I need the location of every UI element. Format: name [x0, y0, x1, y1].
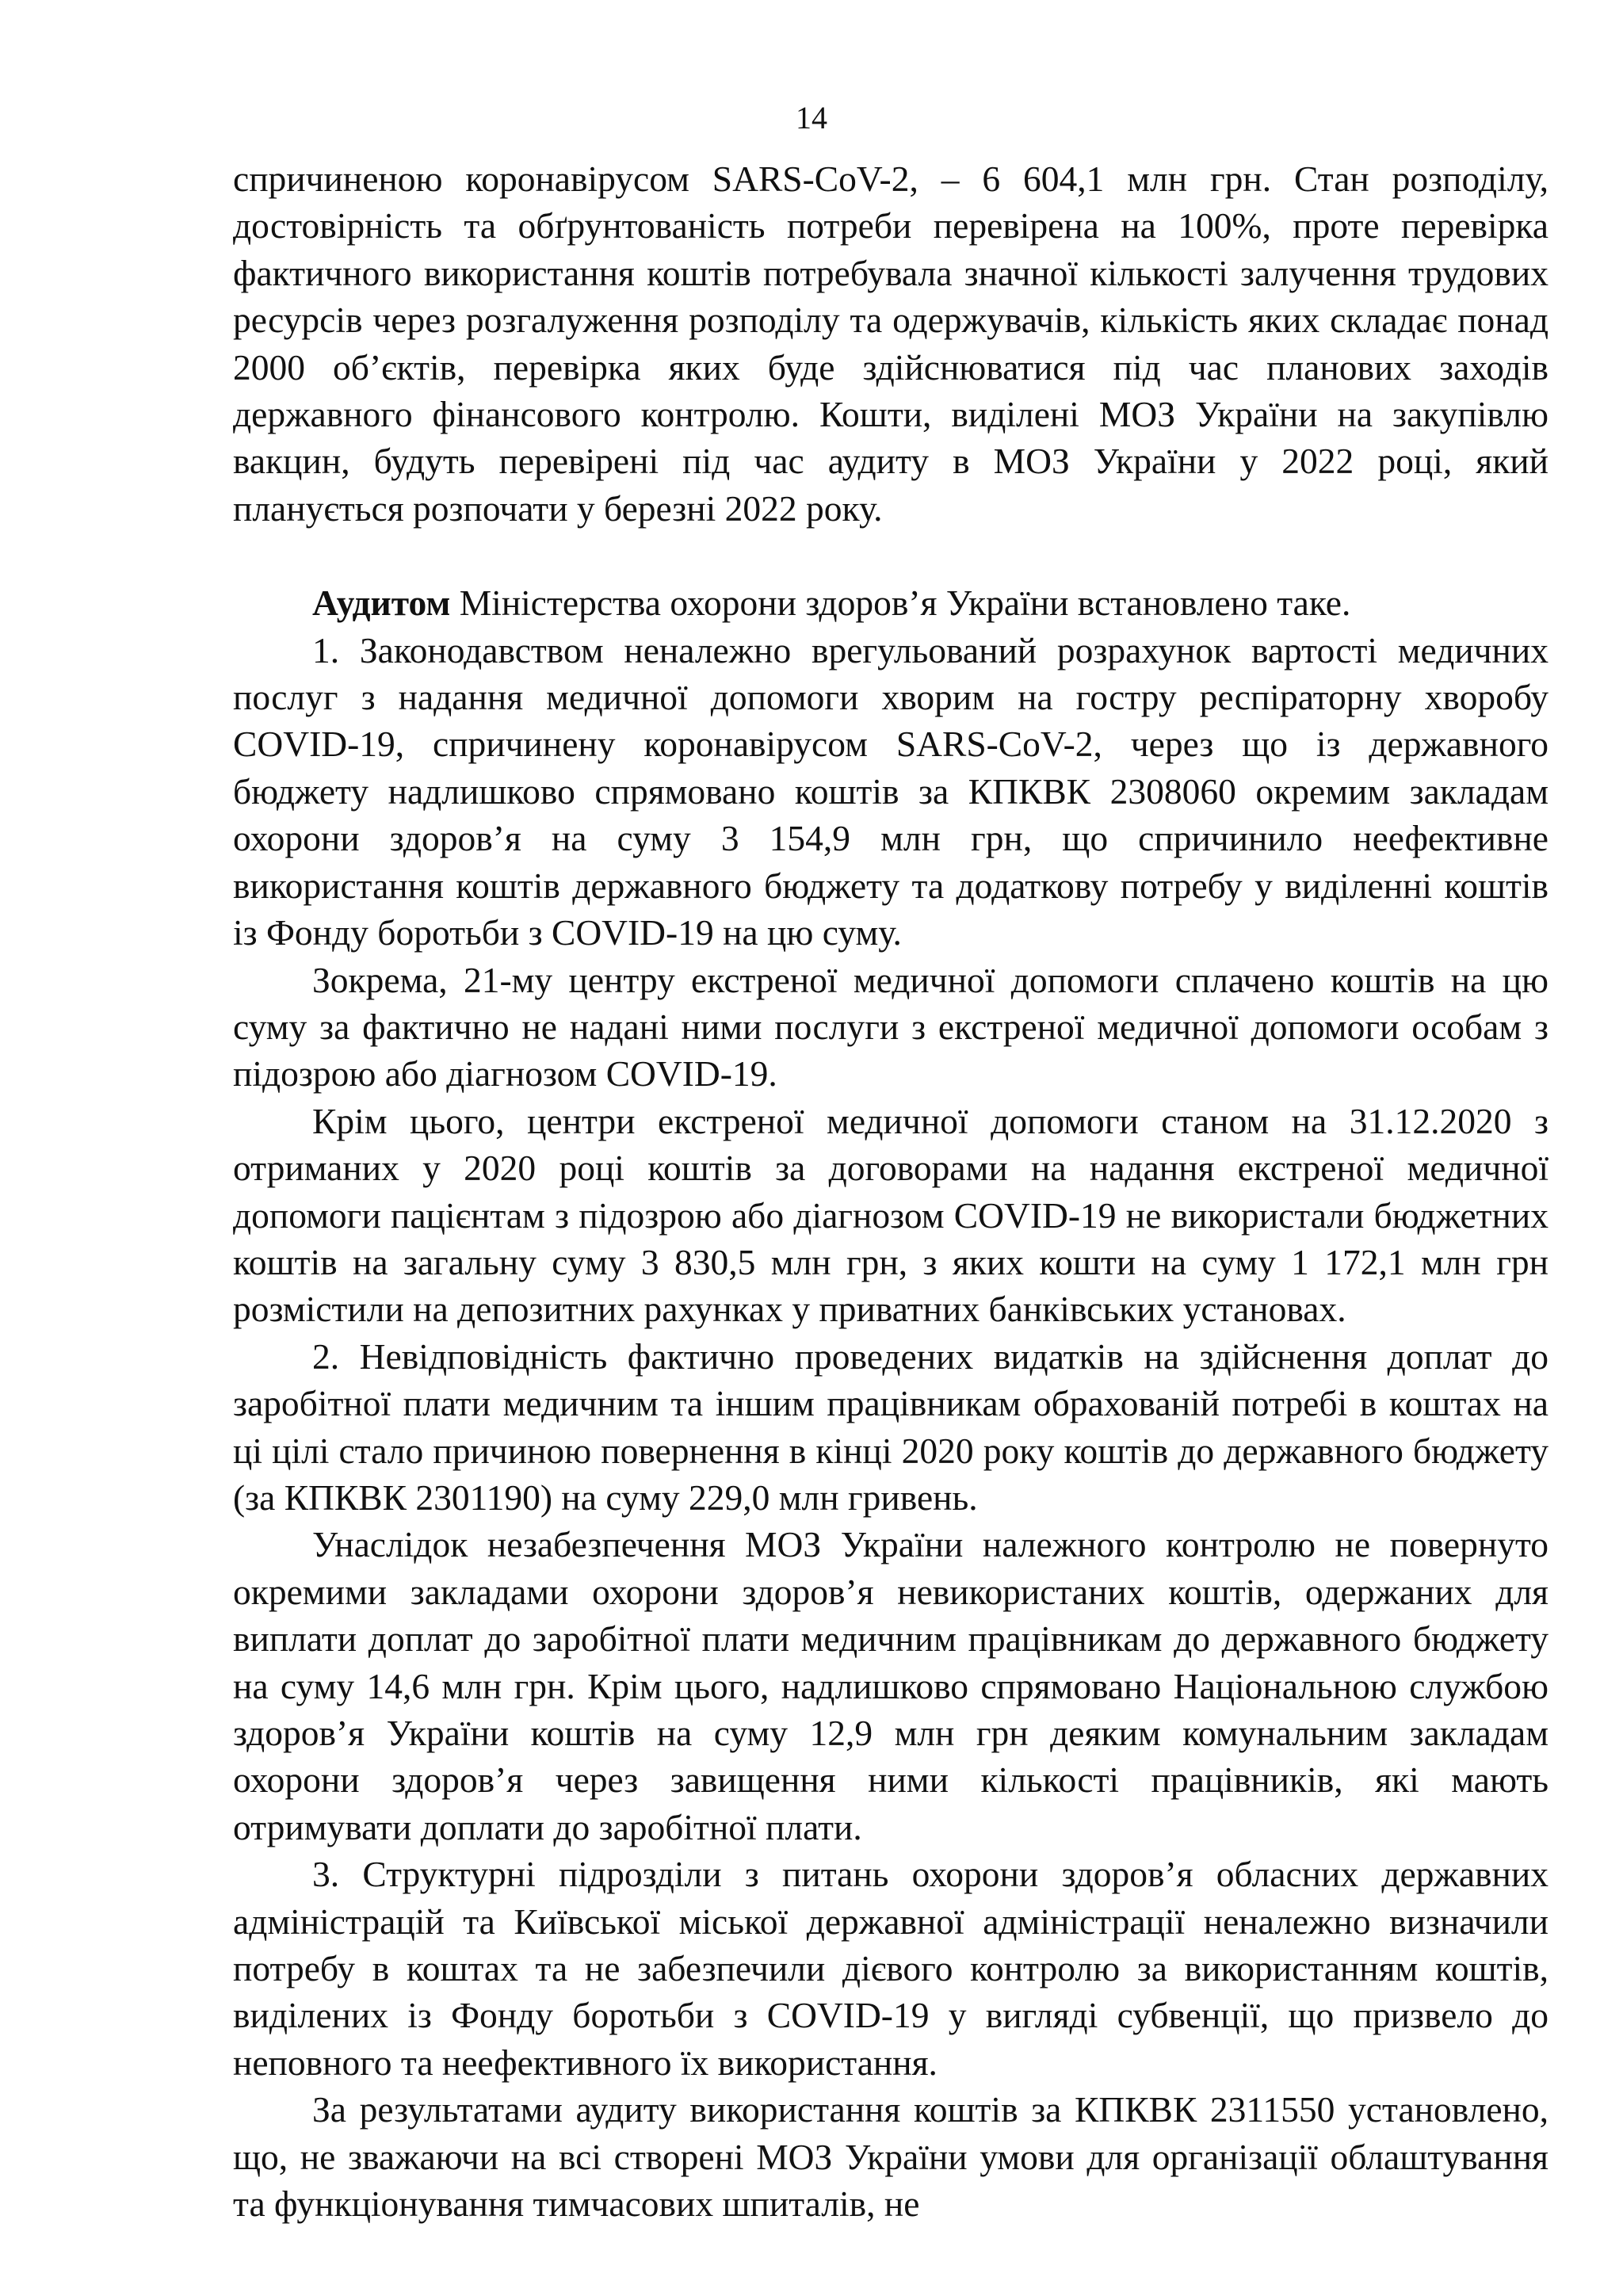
paragraph-finding-1: 1. Законодавством неналежно врегульований розрахунок вартості медичних послуг з надання медичної допомоги хворим на гостру респіраторну хворобу COVID-19, спричинену коронавірусом SARS-CoV-2, через що із державного бюджету надлишково спрямовано коштів за КПКВК 2308060 окремим закладам охорони здоров’я на суму 3 154,9 млн грн, що спричинило неефективне використання коштів державного бюджету та додаткову потребу у виділенні коштів із Фонду боротьби з COVID-19 на цю суму. — [233, 629, 1549, 953]
bold-lead-word: Аудитом — [312, 583, 451, 624]
paragraph-finding-3: 3. Структурні підрозділи з питань охорони здоров’я обласних державних адміністрацій та Київської міської державної адміністрації неналежно визначили потребу в коштах та не забезпечили дієвого контролю за використанням коштів, виділених із Фонду боротьби з COVID-19 у вигляді субвенції, що призвело до неповного та неефективного їх використання. — [233, 1854, 1549, 2083]
paragraph-intro-continuation: спричиненою коронавірусом SARS-CoV-2, – 6 604,1 млн грн. Стан розподілу, достовірність та обґрунтованість потреби перевірена на 100%, проте перевірка фактичного використання коштів потребувала значної кількості залучення трудових ресурсів через розгалуження розподілу та одержувачів, кількість яких складає понад 2000 об’єктів, перевірка яких буде здійснюватися під час планових заходів державного фінансового контролю. Кошти, виділені МОЗ України на закупівлю вакцин, будуть перевірені під час аудиту в МОЗ України у 2022 році, який планується розпочати у березні 2022 року. — [233, 159, 1549, 529]
paragraph-finding-2: 2. Невідповідність фактично проведених видатків на здійснення доплат до заробітної плати медичним та іншим працівникам обрахованій потребі в коштах на ці цілі стало причиною повернення в кінці 2020 року коштів до державного бюджету (за КПКВК 2301190) на суму 229,0 млн гривень. — [233, 1335, 1549, 1518]
paragraph-finding-3-detail: За результатами аудиту використання коштів за КПКВК 2311550 установлено, що, не зважаючи на всі створені МОЗ України умови для організації облаштування та функціонування тимчасових шпиталів, не — [233, 2089, 1549, 2225]
paragraph-finding-2-detail: Унаслідок незабезпечення МОЗ України належного контролю не повернуто окремими закладами охорони здоров’я невикористаних коштів, одержаних для виплати доплат до заробітної плати медичним працівникам до державного бюджету на суму 14,6 млн грн. Крім цього, надлишково спрямовано Національною службою здоров’я України коштів на суму 12,9 млн грн деяким комунальним закладам охорони здоров’я через завищення ними кількості працівників, які мають отримувати доплати до заробітної плати. — [233, 1524, 1549, 1847]
paragraph-finding-1-detail-b: Крім цього, центри екстреної медичної допомоги станом на 31.12.2020 з отриманих у 2020 році коштів за договорами на надання екстреної медичної допомоги пацієнтам з підозрою або діагнозом COVID-19 не використали бюджетних коштів на загальну суму 3 830,5 млн грн, з яких кошти на суму 1 172,1 млн грн розмістили на депозитних рахунках у приватних банківських установах. — [233, 1100, 1549, 1330]
page-number: 14 — [796, 100, 827, 136]
paragraph-audit-findings-heading — [233, 579, 1549, 626]
paragraph-finding-1-detail-a: Зокрема, 21-му центру екстреної медичної допомоги сплачено коштів на цю суму за фактично не надані ними послуги з екстреної медичної допомоги особам з підозрою або діагнозом COVID-19. — [233, 959, 1549, 1095]
document-body — [233, 155, 1549, 2227]
paragraph-text: Міністерства охорони здоров’я України встановлено таке. — [450, 583, 1351, 624]
